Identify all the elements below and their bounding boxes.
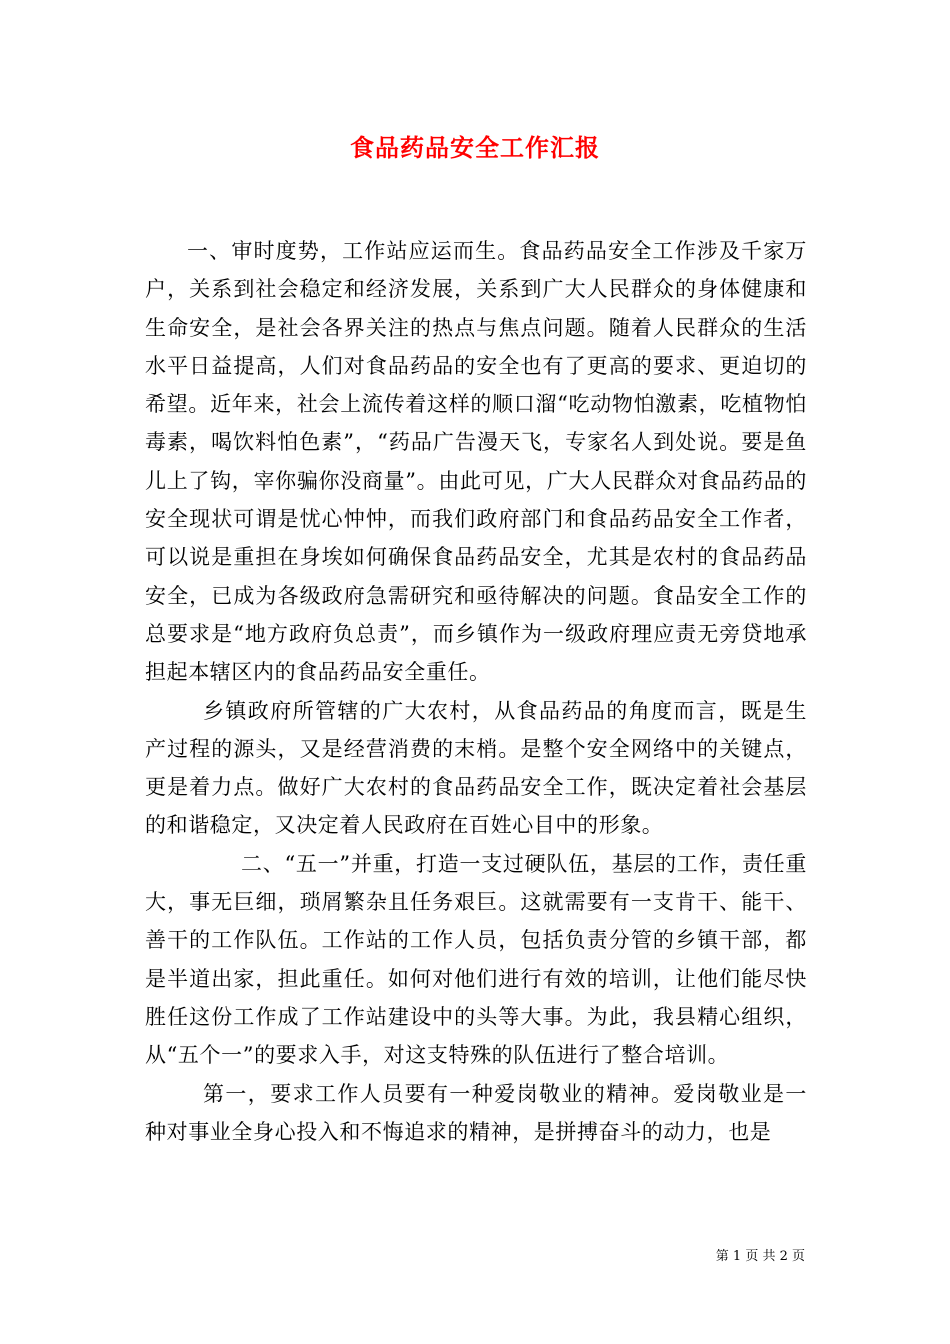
paragraph-3: 二、“五一”并重，打造一支过硬队伍，基层的工作，责任重大，事无巨细，琐屑繁杂且任务艰巨。这就需要有一支肯干、能干、善干的工作队伍。工作站的工作人员，包括负责分管的乡镇干部，都是半道出家，担此重任。如何对他们进行有效的培训，让他们能尽快胜任这份工作成了工作站建设中的头等大事。为此，我县精心组织，从“五个一”的要求入手，对这支特殊的队伍进行了整合培训。 [145,851,807,1068]
paragraph-4: 第一，要求工作人员要有一种爱岗敬业的精神。爱岗敬业是一种对事业全身心投入和不悔追求的精神，是拼搏奋斗的动力，也是 [145,1081,807,1144]
page-number-footer: 第 1 页 共 2 页 [715,1249,805,1264]
document-body [145,232,807,1151]
paragraph-2: 乡镇政府所管辖的广大农村，从食品药品的角度而言，既是生产过程的源头，又是经营消费的末梢。是整个安全网络中的关键点，更是着力点。做好广大农村的食品药品安全工作，既决定着社会基层的和谐稳定，又决定着人民政府在百姓心目中的形象。 [145,698,807,838]
document-title: 食品药品安全工作汇报 [350,133,600,162]
paragraph-1: 一、审时度势，工作站应运而生。食品药品安全工作涉及千家万户，关系到社会稳定和经济发展，关系到广大人民群众的身体健康和生命安全，是社会各界关注的热点与焦点问题。随着人民群众的生活水平日益提高，人们对食品药品的安全也有了更高的要求、更迫切的希望。近年来，社会上流传着这样的顺口溜“吃动物怕激素，吃植物怕毒素，喝饮料怕色素”，“药品广告漫天飞，专家名人到处说。要是鱼儿上了钩，宰你骗你没商量”。由此可见，广大人民群众对食品药品的安全现状可谓是忧心忡忡，而我们政府部门和食品药品安全工作者，可以说是重担在身埃如何确保食品药品安全，尤其是农村的食品药品安全，已成为各级政府急需研究和亟待解决的问题。食品安全工作的总要求是“地方政府负总责”，而乡镇作为一级政府理应责无旁贷地承担起本辖区内的食品药品安全重任。 [145,239,807,685]
